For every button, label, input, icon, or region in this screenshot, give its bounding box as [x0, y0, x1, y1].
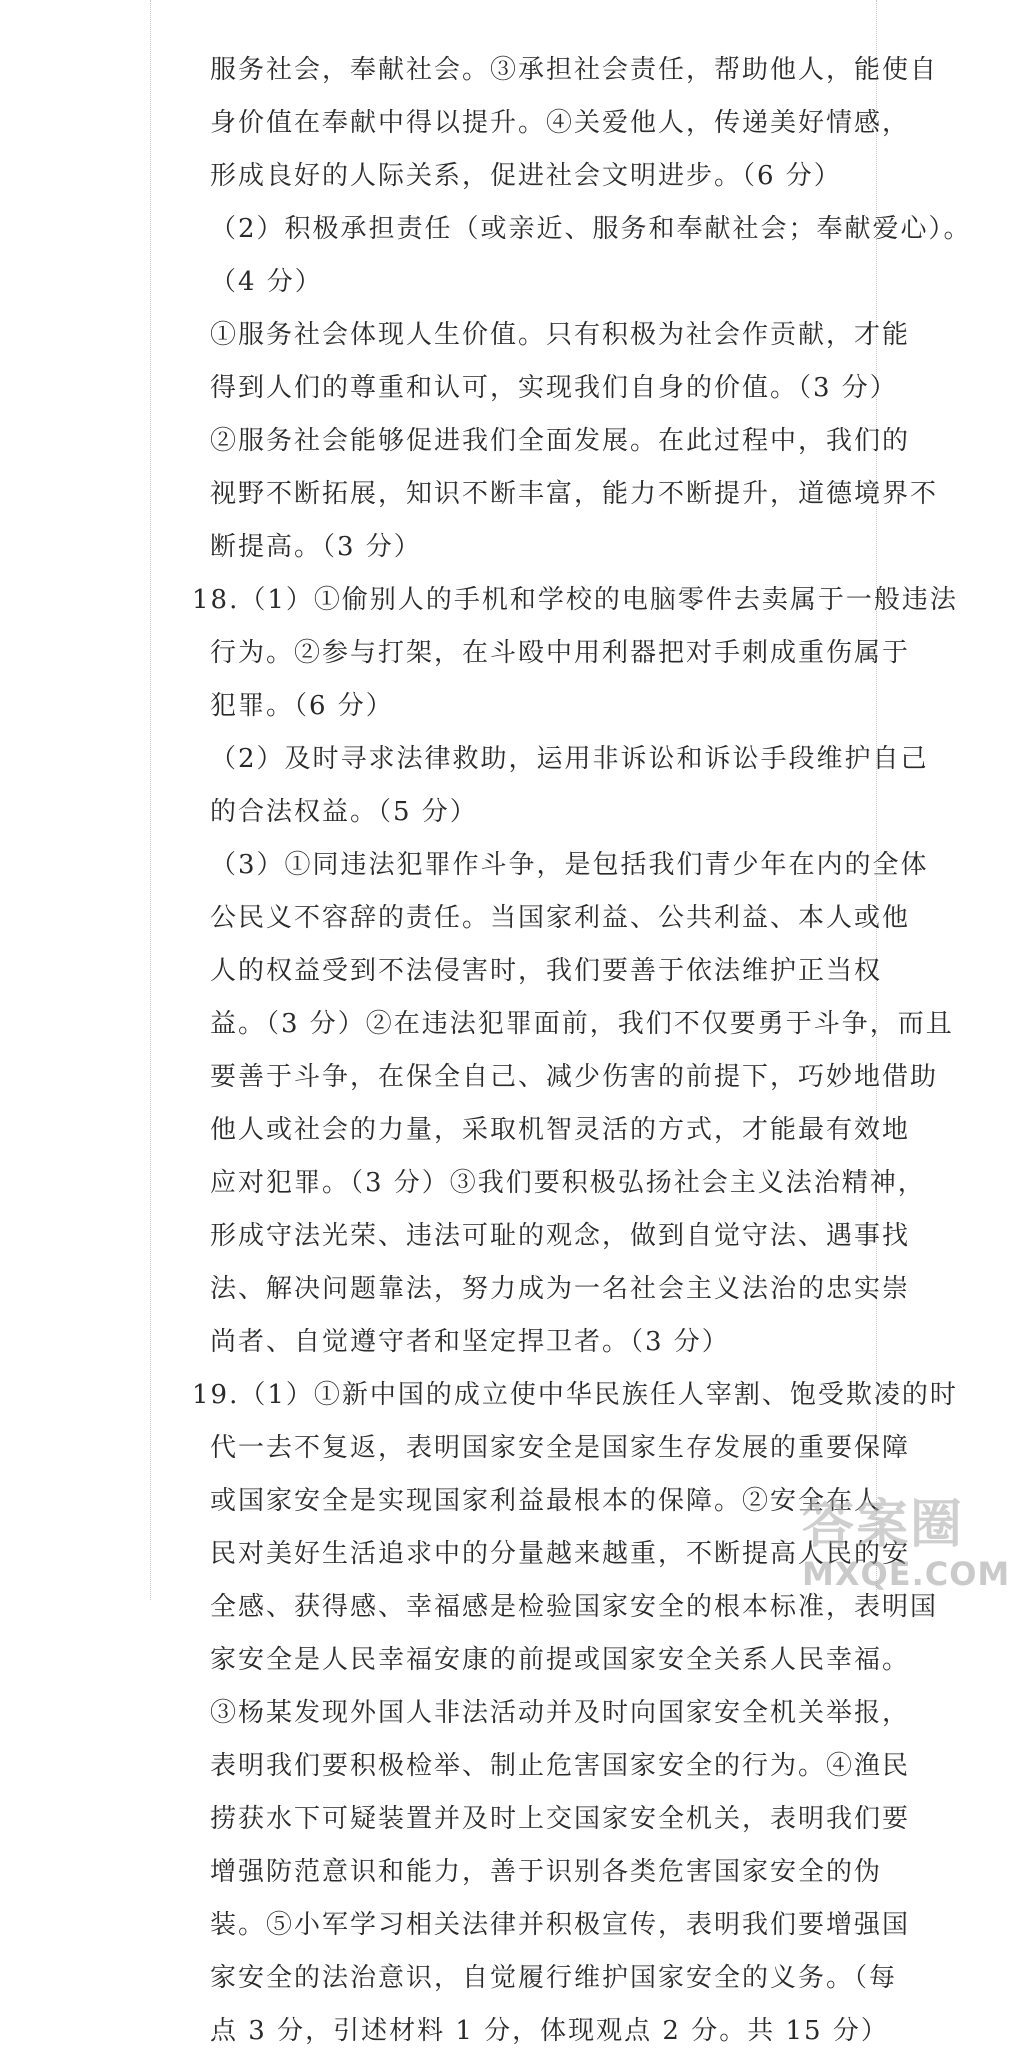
question-19-start: 19.（1）①新中国的成立使中华民族任人宰割、饱受欺凌的时: [192, 1380, 958, 1410]
text-line: 捞获水下可疑装置并及时上交国家安全机关，表明我们要: [210, 1804, 911, 1834]
text-line: 形成守法光荣、违法可耻的观念，做到自觉守法、遇事找: [210, 1221, 911, 1251]
text-line: 尚者、自觉遵守者和坚定捍卫者。（3 分）: [210, 1327, 730, 1357]
text-line: 应对犯罪。（3 分）③我们要积极弘扬社会主义法治精神，: [210, 1168, 926, 1198]
text-line: 民对美好生活追求中的分量越来越重，不断提高人民的安: [210, 1539, 911, 1569]
text-line: 断提高。（3 分）: [210, 532, 422, 562]
watermark-logo: 答案圈: [802, 1495, 965, 1555]
question-18-start: 18.（1）①偷别人的手机和学校的电脑零件去卖属于一般违法: [192, 585, 958, 615]
text-line: 服务社会，奉献社会。③承担社会责任，帮助他人，能使自: [210, 55, 939, 85]
text-line: ③杨某发现外国人非法活动并及时向国家安全机关举报，: [210, 1698, 911, 1728]
text-line: （4 分）: [210, 267, 323, 297]
text-line: 增强防范意识和能力，善于识别各类危害国家安全的伪: [210, 1857, 883, 1887]
site-watermark: [800, 1495, 1010, 1593]
text-line: 人的权益受到不法侵害时，我们要善于依法维护正当权: [210, 956, 883, 986]
text-line: （2）积极承担责任（或亲近、服务和奉献社会；奉献爱心）。: [210, 214, 972, 244]
text-line: 视野不断拓展，知识不断丰富，能力不断提升，道德境界不: [210, 479, 939, 509]
text-line: 家安全是人民幸福安康的前提或国家安全关系人民幸福。: [210, 1645, 911, 1675]
left-margin-rule: [150, 0, 151, 1600]
text-line: 他人或社会的力量，采取机智灵活的方式，才能最有效地: [210, 1115, 911, 1145]
watermark-url: MXQE.COM: [802, 1555, 1010, 1593]
text-line: 或国家安全是实现国家利益最根本的保障。②安全在人: [210, 1486, 883, 1516]
text-line: ①服务社会体现人生价值。只有积极为社会作贡献，才能: [210, 320, 911, 350]
text-line: 形成良好的人际关系，促进社会文明进步。（6 分）: [210, 161, 842, 191]
text-line: 行为。②参与打架，在斗殴中用利器把对手刺成重伤属于: [210, 638, 911, 668]
text-line: 代一去不复返，表明国家安全是国家生存发展的重要保障: [210, 1433, 911, 1463]
text-line: 全感、获得感、幸福感是检验国家安全的根本标准，表明国: [210, 1592, 939, 1622]
text-line: 身价值在奉献中得以提升。④关爱他人，传递美好情感，: [210, 108, 911, 138]
text-line: 装。⑤小军学习相关法律并积极宣传，表明我们要增强国: [210, 1910, 911, 1940]
text-line: 表明我们要积极检举、制止危害国家安全的行为。④渔民: [210, 1751, 911, 1781]
text-line: 家安全的法治意识，自觉履行维护国家安全的义务。（每: [210, 1963, 898, 1993]
text-line: 得到人们的尊重和认可，实现我们自身的价值。（3 分）: [210, 373, 898, 403]
text-line: （2）及时寻求法律救助，运用非诉讼和诉讼手段维护自己: [210, 744, 929, 774]
text-line: （3）①同违法犯罪作斗争，是包括我们青少年在内的全体: [210, 850, 929, 880]
text-line: 要善于斗争，在保全自己、减少伤害的前提下，巧妙地借助: [210, 1062, 939, 1092]
text-line: 的合法权益。（5 分）: [210, 797, 478, 827]
text-line: 点 3 分，引述材料 1 分，体现观点 2 分。共 15 分）: [210, 2016, 889, 2046]
text-line: ②服务社会能够促进我们全面发展。在此过程中，我们的: [210, 426, 911, 456]
text-line: 益。（3 分）②在违法犯罪面前，我们不仅要勇于斗争，而且: [210, 1009, 954, 1039]
text-line: 公民义不容辞的责任。当国家利益、公共利益、本人或他: [210, 903, 911, 933]
text-line: 犯罪。（6 分）: [210, 691, 394, 721]
text-line: 法、解决问题靠法，努力成为一名社会主义法治的忠实崇: [210, 1274, 911, 1304]
